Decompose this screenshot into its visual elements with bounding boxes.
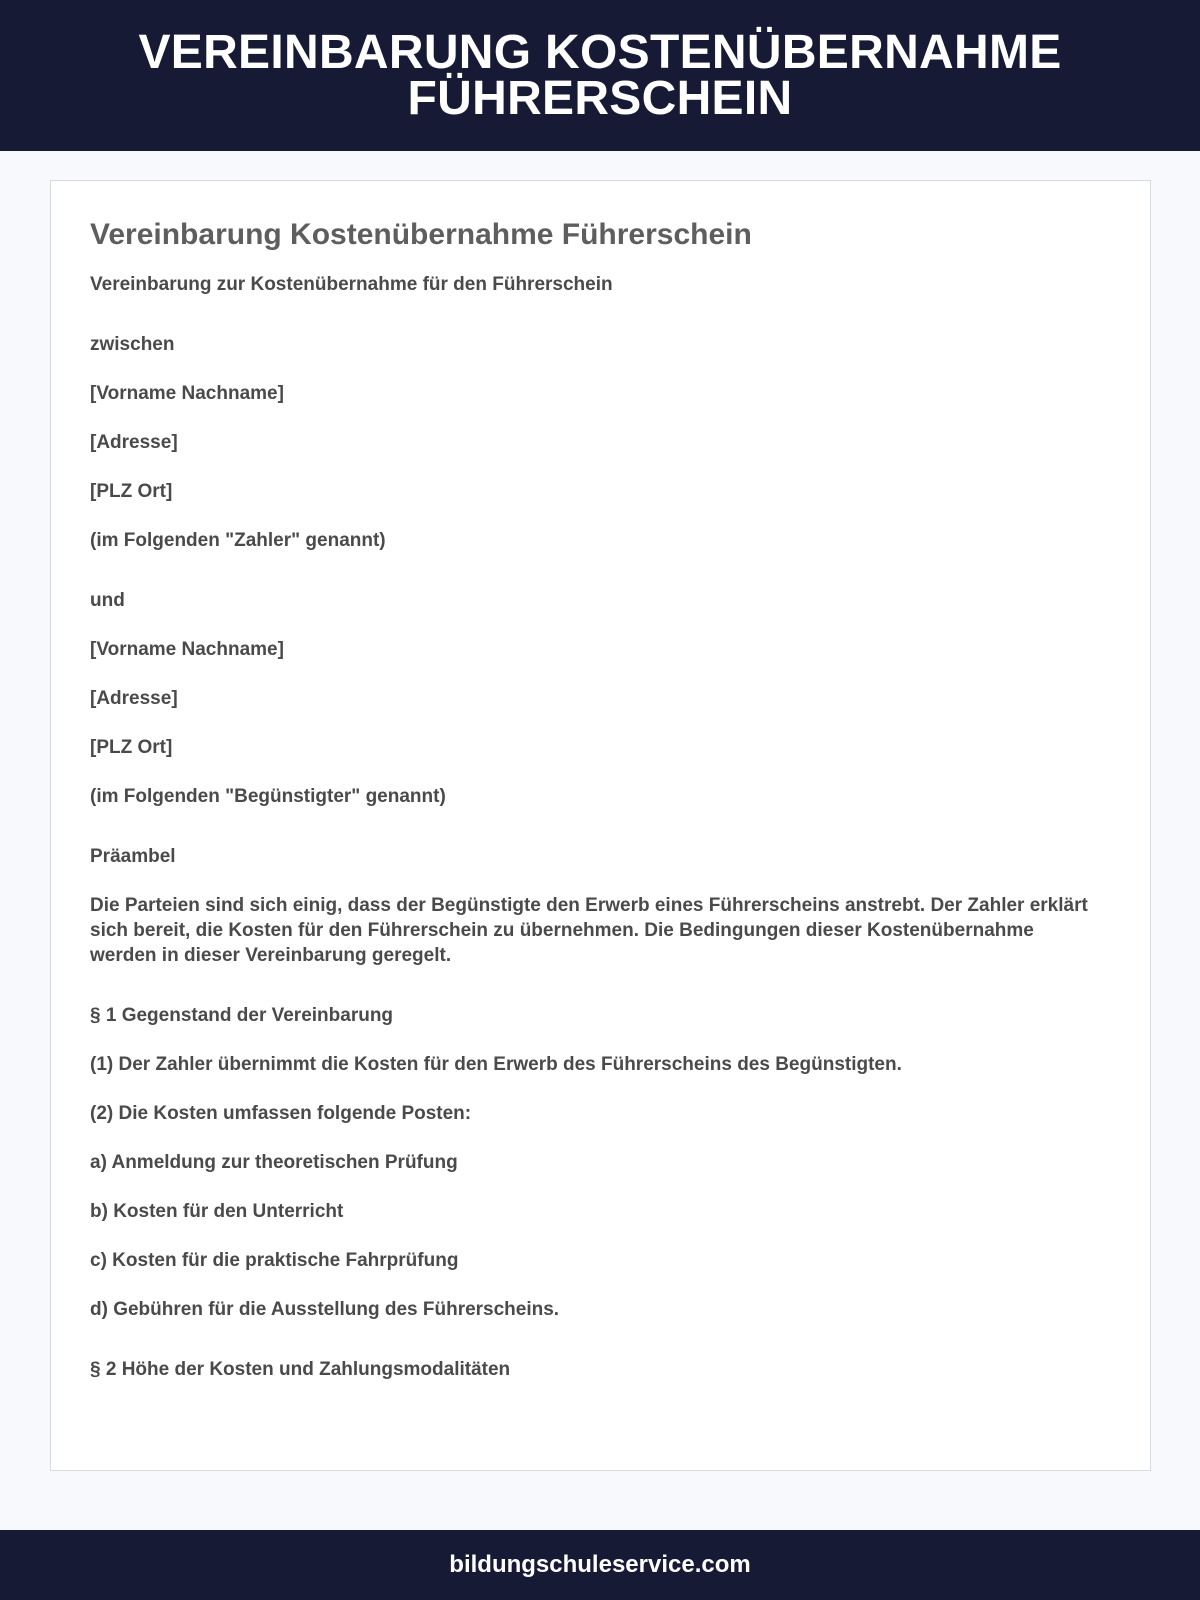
page-header <box>0 0 1200 151</box>
payer-designation: (im Folgenden "Zahler" genannt) <box>90 530 386 551</box>
cost-item-b: b) Kosten für den Unterricht <box>90 1201 344 1222</box>
and-label: und <box>90 590 125 611</box>
cost-item-a: a) Anmeldung zur theoretischen Prüfung <box>90 1152 458 1173</box>
banner-title: VEREINBARUNG KOSTENÜBERNAHME FÜHRERSCHEIN <box>138 25 1062 125</box>
section-1-clause-1: (1) Der Zahler übernimmt die Kosten für den Erwerb des Führerscheins des Begünstigten. <box>90 1054 902 1075</box>
document-title: Vereinbarung Kostenübernahme Führerschein <box>90 218 752 251</box>
section-1-heading: § 1 Gegenstand der Vereinbarung <box>90 1005 394 1026</box>
between-label: zwischen <box>90 334 175 355</box>
document-subtitle: Vereinbarung zur Kostenübernahme für den Führerschein <box>90 274 613 295</box>
payer-address: [Adresse] <box>90 432 178 453</box>
payer-name: [Vorname Nachname] <box>90 383 284 404</box>
section-2-heading: § 2 Höhe der Kosten und Zahlungsmodalitäten <box>90 1359 511 1380</box>
beneficiary-name: [Vorname Nachname] <box>90 639 284 660</box>
beneficiary-city: [PLZ Ort] <box>90 737 173 758</box>
document-card <box>50 180 1151 1471</box>
cost-item-d: d) Gebühren für die Ausstellung des Führerscheins. <box>90 1299 560 1320</box>
beneficiary-designation: (im Folgenden "Begünstigter" genannt) <box>90 786 446 807</box>
beneficiary-address: [Adresse] <box>90 688 178 709</box>
cost-item-c: c) Kosten für die praktische Fahrprüfung <box>90 1250 459 1271</box>
section-1-clause-2: (2) Die Kosten umfassen folgende Posten: <box>90 1103 472 1124</box>
preamble-text: Die Parteien sind sich einig, dass der Begünstigte den Erwerb eines Führerscheins anstrebt. Der Zahler erklärt sich bereit, die Kosten für den Führerschein zu übernehmen. Die Bedingungen dieser Kostenübernahme werden in dieser Vereinbarung geregelt. <box>90 895 1088 966</box>
payer-city: [PLZ Ort] <box>90 481 173 502</box>
footer-site-link[interactable]: bildungschuleservice.com <box>449 1551 751 1578</box>
page-footer <box>0 1530 1200 1600</box>
preamble-heading: Präambel <box>90 846 176 867</box>
